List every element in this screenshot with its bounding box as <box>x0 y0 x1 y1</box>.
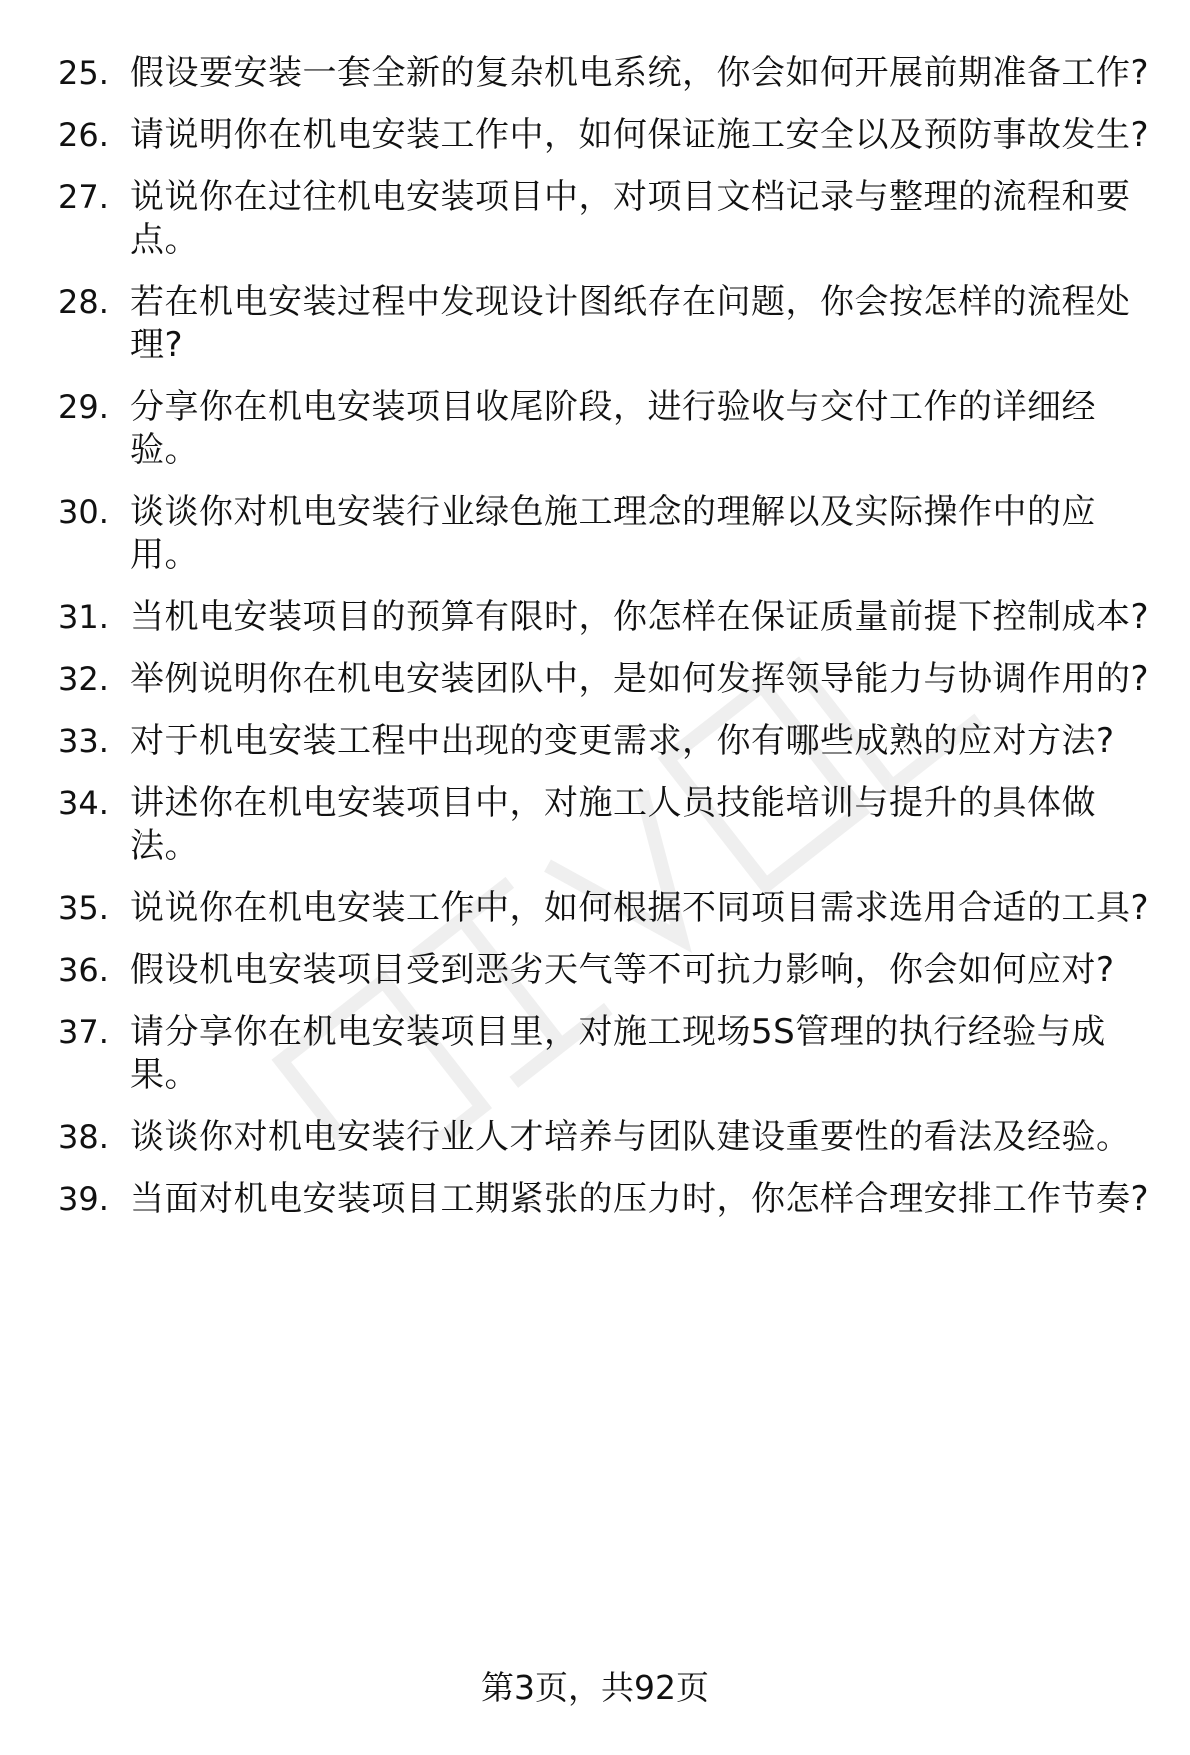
list-item <box>58 720 1158 763</box>
list-item <box>58 887 1158 930</box>
question-number: 35. <box>58 889 109 927</box>
question-text: 说说你在过往机电安装项目中，对项目文档记录与整理的流程和要点。 <box>130 177 1131 260</box>
question-number: 32. <box>58 660 109 698</box>
question-number: 38. <box>58 1118 109 1156</box>
question-number: 33. <box>58 722 109 760</box>
question-number: 31. <box>58 598 109 636</box>
question-text: 当面对机电安装项目工期紧张的压力时，你怎样合理安排工作节奏? <box>130 1179 1150 1219</box>
list-item <box>58 658 1158 701</box>
question-number: 27. <box>58 178 109 216</box>
list-item <box>58 782 1158 868</box>
list-item <box>58 281 1158 367</box>
list-item <box>58 1178 1158 1221</box>
question-number: 26. <box>58 116 109 154</box>
question-text: 对于机电安装工程中出现的变更需求，你有哪些成熟的应对方法? <box>130 721 1115 761</box>
list-item <box>58 949 1158 992</box>
question-text: 假设要安装一套全新的复杂机电系统，你会如何开展前期准备工作? <box>130 53 1150 93</box>
question-text: 谈谈你对机电安装行业绿色施工理念的理解以及实际操作中的应用。 <box>130 492 1096 575</box>
page-number: 第3页，共92页 <box>481 1668 709 1707</box>
question-number: 34. <box>58 784 109 822</box>
question-text: 假设机电安装项目受到恶劣天气等不可抗力影响，你会如何应对? <box>130 950 1115 990</box>
question-text: 请分享你在机电安装项目里，对施工现场5S管理的执行经验与成果。 <box>130 1012 1106 1095</box>
list-item <box>58 491 1158 577</box>
question-text: 请说明你在机电安装工作中，如何保证施工安全以及预防事故发生? <box>130 115 1150 155</box>
list-item <box>58 114 1158 157</box>
question-number: 30. <box>58 493 109 531</box>
question-number: 37. <box>58 1013 109 1051</box>
question-text: 举例说明你在机电安装团队中，是如何发挥领导能力与协调作用的? <box>130 659 1150 699</box>
question-text: 分享你在机电安装项目收尾阶段，进行验收与交付工作的详细经验。 <box>130 387 1096 470</box>
question-text: 谈谈你对机电安装行业人才培养与团队建设重要性的看法及经验。 <box>130 1117 1131 1157</box>
question-number: 25. <box>58 54 109 92</box>
list-item <box>58 1011 1158 1097</box>
list-item <box>58 176 1158 262</box>
question-number: 39. <box>58 1180 109 1218</box>
question-text: 当机电安装项目的预算有限时，你怎样在保证质量前提下控制成本? <box>130 597 1150 637</box>
question-text: 若在机电安装过程中发现设计图纸存在问题，你会按怎样的流程处理? <box>130 282 1131 365</box>
question-list <box>58 52 1158 1240</box>
list-item <box>58 596 1158 639</box>
question-number: 36. <box>58 951 109 989</box>
list-item <box>58 52 1158 95</box>
question-number: 28. <box>58 283 109 321</box>
list-item <box>58 1116 1158 1159</box>
question-text: 说说你在机电安装工作中，如何根据不同项目需求选用合适的工具? <box>130 888 1150 928</box>
question-number: 29. <box>58 388 109 426</box>
question-text: 讲述你在机电安装项目中，对施工人员技能培训与提升的具体做法。 <box>130 783 1096 866</box>
list-item <box>58 386 1158 472</box>
